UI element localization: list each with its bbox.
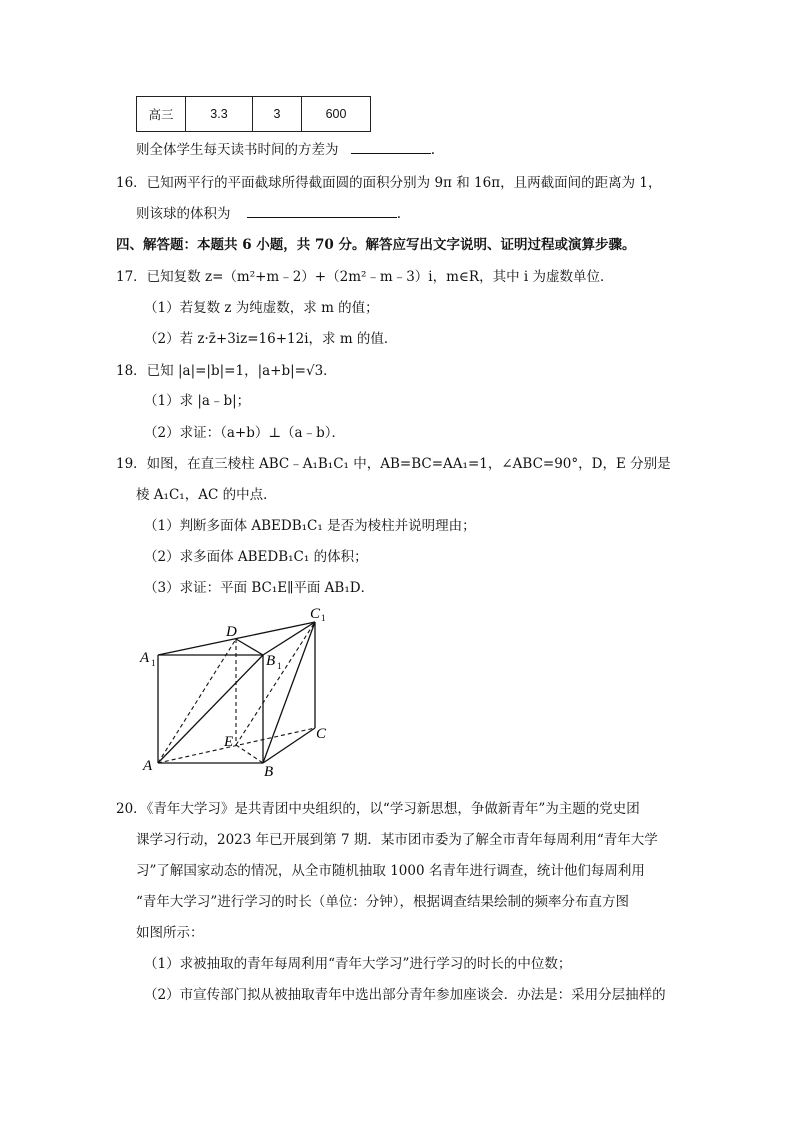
label-d: D — [226, 624, 237, 640]
q17-part2: （2）若 z·z̄+3iz=16+12i，求 m 的值． — [144, 331, 398, 347]
table-row — [137, 97, 371, 132]
label-c1: C — [310, 606, 321, 622]
table-cell: 600 — [302, 97, 371, 132]
q20-line2: 课学习行动，2023 年已开展到第 7 期．某市团市委为了解全市青年每周利用“青年大学 — [136, 832, 658, 848]
edge-ec1-hidden — [236, 622, 315, 745]
q20-line5: 如图所示： — [136, 925, 204, 941]
label-e: E — [224, 734, 234, 750]
q18-stem: 18．已知 |a|=|b|=1，|a+b|=√3． — [116, 363, 337, 379]
q19-part2: （2）求多面体 ABEDB₁C₁ 的体积； — [144, 549, 368, 565]
label-a1-sub: 1 — [151, 658, 156, 668]
prism-figure — [130, 600, 350, 780]
answer-blank — [351, 139, 431, 154]
q17-part1: （1）若复数 z 为纯虚数，求 m 的值； — [144, 300, 379, 316]
q19-part1: （1）判断多面体 ABEDB₁C₁ 是否为棱柱并说明理由； — [144, 518, 476, 534]
edge-db1 — [236, 639, 263, 655]
label-a1: A — [140, 650, 150, 666]
q20-part1: （1）求被抽取的青年每周利用“青年大学习”进行学习的时长的中位数； — [144, 956, 572, 972]
table-cell: 3 — [253, 97, 302, 132]
answer-blank — [247, 203, 397, 218]
label-b1-sub: 1 — [277, 661, 282, 671]
q16-line2: 则该球的体积为 . — [136, 202, 401, 222]
q20-line1: 20．《青年大学习》是共青团中央组织的，以“学习新思想，争做新青年”为主题的党史团 — [116, 801, 640, 817]
q15-text: 则全体学生每天读书时间的方差为 — [136, 142, 339, 158]
label-a: A — [143, 758, 153, 774]
label-b: B — [264, 764, 274, 780]
table-cell: 高三 — [137, 97, 186, 132]
label-b1: B — [266, 653, 276, 669]
table-cell: 3.3 — [186, 97, 253, 132]
q18-part1: （1）求 |a﹣b|； — [144, 393, 251, 409]
data-table — [136, 96, 371, 132]
label-c: C — [316, 726, 327, 742]
q17-stem: 17．已知复数 z=（m²+m﹣2）+（2m²﹣m﹣3）i，m∈R，其中 i 为虚数单位． — [116, 269, 614, 285]
q15-tail: 则全体学生每天读书时间的方差为 . — [136, 138, 435, 158]
q19-line1: 19．如图，在直三棱柱 ABC﹣A₁B₁C₁ 中，AB=BC=AA₁=1，∠ABC=90°，D，E 分别是 — [116, 456, 671, 472]
edge-eb-hidden — [236, 745, 263, 763]
edge-ab1 — [158, 655, 263, 763]
q20-line4: “青年大学习”进行学习的时长（单位：分钟），根据调查结果绘制的频率分布直方图 — [136, 894, 630, 910]
q19-part3: （3）求证：平面 BC₁E∥平面 AB₁D． — [144, 580, 375, 596]
label-c1-sub: 1 — [321, 613, 326, 623]
q19-line2: 棱 A₁C₁，AC 的中点． — [136, 487, 277, 503]
q20-line3: 习”了解国家动态的情况，从全市随机抽取 1000 名青年进行调查，统计他们每周利用 — [136, 863, 645, 879]
q16-text: 则该球的体积为 — [136, 206, 231, 222]
q18-part2: （2）求证：（a+b）⊥（a﹣b）． — [144, 425, 345, 441]
section-heading: 四、解答题：本题共 6 小题，共 70 分。解答应写出文字说明、证明过程或演算步骤。 — [116, 237, 636, 253]
edge-bc1 — [263, 622, 315, 763]
q20-part2: （2）市宣传部门拟从被抽取青年中选出部分青年参加座谈会．办法是：采用分层抽样的 — [144, 987, 666, 1003]
q16-line1: 16．已知两平行的平面截球所得截面圆的面积分别为 9π 和 16π，且两截面间的距离为 1， — [116, 175, 662, 191]
